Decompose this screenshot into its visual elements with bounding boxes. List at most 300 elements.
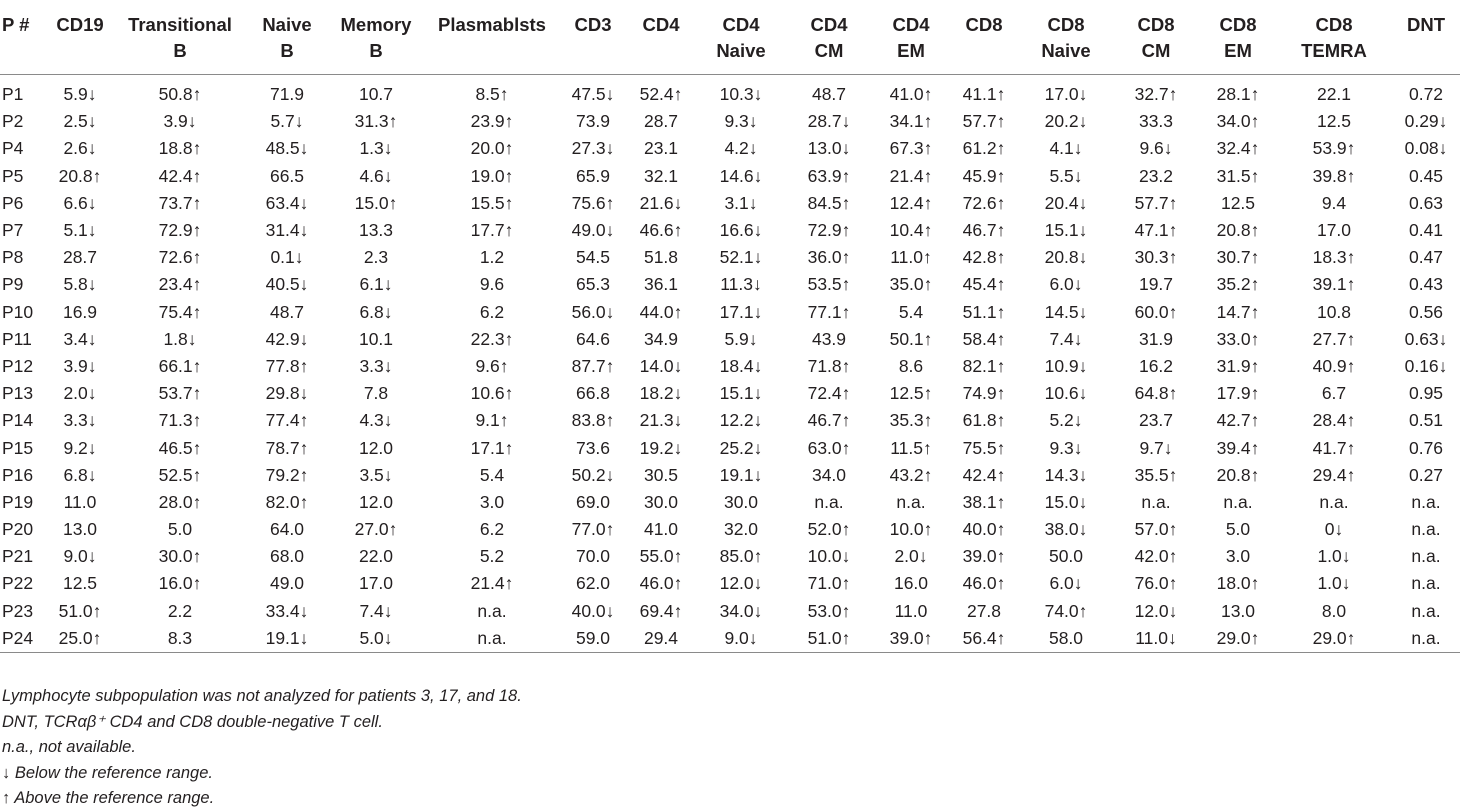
table-cell: 61.2↑ <box>962 138 1006 159</box>
table-cell: 48.5↓ <box>265 138 309 159</box>
table-cell: 23.9↑ <box>470 111 514 132</box>
table-cell: 0.47 <box>1408 247 1444 268</box>
table-cell: 18.4↓ <box>719 355 763 376</box>
table-cell: n.a. <box>1392 625 1460 653</box>
table-cell: 39.0↑ <box>962 546 1006 567</box>
column-header-line: CM <box>814 40 844 61</box>
table-body <box>0 75 1460 653</box>
table-cell: 6.2 <box>479 301 505 322</box>
table-cell: 21.6↓ <box>639 192 683 213</box>
table-cell: 68.0 <box>269 546 305 567</box>
table-cell: 2.0↓ <box>894 546 928 567</box>
table-cell: 31.5↑ <box>1216 165 1260 186</box>
table-cell: n.a. <box>1411 546 1441 567</box>
table-row <box>0 190 1460 217</box>
table-cell: 8.5↑ <box>475 84 509 105</box>
table-cell: 87.7↑ <box>571 355 615 376</box>
column-header <box>784 0 874 75</box>
table-cell: 7.4↓ <box>1049 328 1083 349</box>
table-cell: 50.8↑ <box>158 84 202 105</box>
table-cell: 12.5 <box>1220 192 1256 213</box>
table-cell: 46.7↑ <box>807 410 851 431</box>
table-cell: 35.5↑ <box>1134 464 1178 485</box>
table-cell: 53.5↑ <box>807 274 851 295</box>
table-cell: 52.4↑ <box>639 84 683 105</box>
table-cell: 32.0 <box>723 519 759 540</box>
table-cell: n.a. <box>1411 519 1441 540</box>
table-cell: 43.2↑ <box>889 464 933 485</box>
table-cell: 48.7 <box>269 301 305 322</box>
column-header-line: CD4 <box>642 14 680 35</box>
patient-id-cell: P13 <box>2 383 34 404</box>
table-cell: 43.9 <box>811 328 847 349</box>
table-cell: 77.4↑ <box>265 410 309 431</box>
table-cell: 15.1↓ <box>1044 220 1088 241</box>
column-header-line: Naive <box>716 40 766 61</box>
table-cell: 1.0↓ <box>1317 546 1351 567</box>
table-cell: 9.6↑ <box>475 355 509 376</box>
table-cell: 67.3↑ <box>889 138 933 159</box>
table-cell: 9.7↓ <box>1139 437 1173 458</box>
table-cell: 59.0 <box>562 625 624 653</box>
table-cell: 65.3 <box>575 274 611 295</box>
table-cell: 52.1↓ <box>719 247 763 268</box>
table-cell: 10.0↓ <box>807 546 851 567</box>
table-cell: 35.2↑ <box>1216 274 1260 295</box>
table-cell: 70.0 <box>575 546 611 567</box>
table-cell: 9.0↓ <box>698 625 784 653</box>
table-cell: 42.9↓ <box>265 328 309 349</box>
column-header-line: P # <box>2 14 30 35</box>
table-cell: 18.3↑ <box>1312 247 1356 268</box>
column-header <box>244 0 330 75</box>
table-cell: 33.3 <box>1138 111 1174 132</box>
table-cell: 6.0↓ <box>1049 274 1083 295</box>
table-cell: 19.0↑ <box>470 165 514 186</box>
footnote: Lymphocyte subpopulation was not analyzed for patients 3, 17, and 18. <box>2 687 522 705</box>
table-cell: 0.29↓ <box>1404 111 1448 132</box>
table-cell: 9.1↑ <box>475 410 509 431</box>
table-cell: 12.5↑ <box>889 383 933 404</box>
table-cell: 47.1↑ <box>1134 220 1178 241</box>
table-row <box>0 244 1460 271</box>
table-cell: 11.5↑ <box>890 437 932 458</box>
table-cell: 30.3↑ <box>1134 247 1178 268</box>
table-cell: 34.9 <box>643 328 679 349</box>
table-cell: 31.3↑ <box>354 111 398 132</box>
footnote: n.a., not available. <box>2 738 136 757</box>
table-cell: 13.0 <box>62 519 98 540</box>
table-row <box>0 163 1460 190</box>
table-cell: 50.2↓ <box>571 464 615 485</box>
table-cell: 16.0 <box>893 573 929 594</box>
table-cell: 52.0↑ <box>807 519 851 540</box>
table-cell: 30.0 <box>643 491 679 512</box>
table-cell: 0↓ <box>1324 519 1344 540</box>
table-cell: 16.2 <box>1138 355 1174 376</box>
table-cell: 13.0 <box>1220 600 1256 621</box>
table-cell: 45.4↑ <box>962 274 1006 295</box>
table-cell: 0.27 <box>1408 464 1444 485</box>
table-cell: 29.8↓ <box>265 383 309 404</box>
table-cell: 5.5↓ <box>1049 165 1083 186</box>
table-cell: 42.8↑ <box>962 247 1006 268</box>
table-row <box>0 75 1460 109</box>
column-header <box>1112 0 1200 75</box>
table-cell: 42.4↑ <box>158 165 202 186</box>
table-cell: 0.72 <box>1408 84 1444 105</box>
table-cell: 5.2↓ <box>1049 410 1083 431</box>
column-header <box>0 0 44 75</box>
table-cell: 64.0 <box>269 519 305 540</box>
table-cell: 30.0 <box>723 491 759 512</box>
column-header <box>330 0 422 75</box>
table-cell: 7.4↓ <box>359 600 393 621</box>
column-header-line: CD8 <box>1137 14 1175 35</box>
column-header <box>1392 0 1460 75</box>
table-cell: 11.0↑ <box>890 247 932 268</box>
table-cell: n.a. <box>422 625 562 653</box>
table-cell: 14.5↓ <box>1044 301 1088 322</box>
table-cell: 34.0↓ <box>719 600 763 621</box>
table-cell: 19.1↓ <box>719 464 763 485</box>
table-cell: 20.8↑ <box>58 165 102 186</box>
table-cell: 27.3↓ <box>571 138 615 159</box>
column-header-line: CD3 <box>574 14 612 35</box>
table-cell: 56.4↑ <box>948 625 1020 653</box>
patient-id-cell: P23 <box>2 600 34 621</box>
table-cell: 82.1↑ <box>962 355 1006 376</box>
table-cell: 21.3↓ <box>639 410 683 431</box>
table-row <box>0 380 1460 407</box>
table-cell: 10.6↑ <box>470 383 514 404</box>
table-cell: 0.63 <box>1408 192 1444 213</box>
table-cell: 84.5↑ <box>807 192 851 213</box>
table-cell: 8.6 <box>898 355 924 376</box>
table-cell: 4.3↓ <box>359 410 393 431</box>
table-cell: 16.6↓ <box>719 220 763 241</box>
table-cell: 23.7 <box>1138 410 1174 431</box>
table-cell: 33.0↑ <box>1216 328 1260 349</box>
footnote: ↑ Above the reference range. <box>2 789 215 808</box>
table-cell: 15.0↓ <box>1044 491 1088 512</box>
column-header-line: CD4 <box>810 14 848 35</box>
table-cell: 4.6↓ <box>359 165 393 186</box>
table-cell: 17.0 <box>1316 220 1352 241</box>
table-cell: 9.3↓ <box>1049 437 1083 458</box>
table-cell: n.a. <box>1411 600 1441 621</box>
table-cell: 66.8 <box>575 383 611 404</box>
table-cell: 49.0↓ <box>571 220 615 241</box>
table-row <box>0 543 1460 570</box>
table-cell: 76.0↑ <box>1134 573 1178 594</box>
table-cell: n.a. <box>814 491 844 512</box>
table-cell: 17.0 <box>358 573 394 594</box>
table-cell: 17.9↑ <box>1216 383 1260 404</box>
table-cell: 10.6↓ <box>1044 383 1088 404</box>
table-cell: 50.1↑ <box>889 328 933 349</box>
patient-id-cell: P16 <box>2 464 34 485</box>
table-cell: 18.2↓ <box>639 383 683 404</box>
table-cell: 5.7↓ <box>270 111 304 132</box>
table-cell: 3.9↓ <box>63 355 97 376</box>
table-cell: 7.8 <box>363 383 389 404</box>
table-cell: 71.3↑ <box>158 410 202 431</box>
table-cell: 20.8↑ <box>1216 220 1260 241</box>
table-cell: 32.1 <box>643 165 679 186</box>
table-cell: 78.7↑ <box>265 437 309 458</box>
table-cell: 10.8 <box>1316 301 1352 322</box>
patient-id-cell: P19 <box>2 491 34 512</box>
table-cell: 0.1↓ <box>270 247 304 268</box>
table-cell: 0.95 <box>1408 383 1444 404</box>
table-cell: 2.2 <box>167 600 193 621</box>
table-cell: 34.1↑ <box>889 111 933 132</box>
table-cell: 25.2↓ <box>719 437 763 458</box>
table-cell: 0.76 <box>1408 437 1444 458</box>
table-cell: 39.4↑ <box>1216 437 1260 458</box>
table-cell: 17.1↑ <box>470 437 514 458</box>
table-cell: 2.5↓ <box>63 111 97 132</box>
table-row <box>0 135 1460 162</box>
table-cell: 77.0↑ <box>571 519 615 540</box>
table-cell: 57.0↑ <box>1134 519 1178 540</box>
footnote: DNT, TCRαβ⁺ CD4 and CD8 double-negative T cell. <box>2 712 383 731</box>
column-header <box>874 0 948 75</box>
table-cell: 12.0 <box>358 437 394 458</box>
table-cell: 36.1 <box>643 274 679 295</box>
table-cell: 13.0↓ <box>807 138 851 159</box>
table-cell: 2.6↓ <box>63 138 97 159</box>
table-cell: 38.1↑ <box>962 491 1006 512</box>
patient-id-cell: P12 <box>2 355 34 376</box>
table-cell: 45.9↑ <box>962 165 1006 186</box>
table-cell: 10.4↑ <box>889 220 933 241</box>
table-cell: 3.0 <box>1225 546 1251 567</box>
table-cell: 0.16↓ <box>1404 355 1448 376</box>
table-cell: 63.9↑ <box>807 165 851 186</box>
column-header <box>1200 0 1276 75</box>
table-cell: 8.0 <box>1321 600 1347 621</box>
table-cell: 72.6↑ <box>962 192 1006 213</box>
table-cell: 85.0↑ <box>719 546 763 567</box>
table-cell: 49.0 <box>269 573 305 594</box>
table-cell: 62.0 <box>575 573 611 594</box>
table-cell: 10.9↓ <box>1044 355 1088 376</box>
table-cell: 75.4↑ <box>158 301 202 322</box>
table-cell: 17.0↓ <box>1044 84 1088 105</box>
table-cell: 32.7↑ <box>1134 84 1178 105</box>
patient-id-cell: P24 <box>0 625 44 653</box>
table-cell: 18.8↑ <box>158 138 202 159</box>
table-cell: 5.9↓ <box>724 328 758 349</box>
table-cell: 23.1 <box>643 138 679 159</box>
table-cell: 35.3↑ <box>889 410 933 431</box>
column-header <box>948 0 1020 75</box>
table-cell: 28.7 <box>62 247 98 268</box>
column-header-line: CD4 <box>892 14 930 35</box>
table-cell: 64.8↑ <box>1134 383 1178 404</box>
patient-id-cell: P11 <box>2 328 32 349</box>
column-header <box>116 0 244 75</box>
patient-id-cell: P9 <box>2 274 24 295</box>
table-row <box>0 598 1460 625</box>
table-cell: 9.6↓ <box>1139 138 1173 159</box>
table-cell: 41.0 <box>643 519 679 540</box>
table-footnotes <box>2 684 522 812</box>
patient-id-cell: P6 <box>2 192 24 213</box>
table-row <box>0 271 1460 298</box>
table-cell: 72.4↑ <box>807 383 851 404</box>
table-cell: n.a. <box>477 600 507 621</box>
table-cell: 9.4 <box>1321 192 1347 213</box>
table-cell: 29.0↑ <box>1276 625 1392 653</box>
table-cell: 14.3↓ <box>1044 464 1088 485</box>
table-cell: 51.0↑ <box>58 600 102 621</box>
table-cell: 31.9 <box>1138 328 1174 349</box>
table-cell: 36.0↑ <box>807 247 851 268</box>
table-cell: 11.3↓ <box>720 274 762 295</box>
table-cell: 66.5 <box>269 165 305 186</box>
column-header <box>562 0 624 75</box>
table-cell: 3.3↓ <box>63 410 97 431</box>
table-cell: 5.2 <box>479 546 505 567</box>
table-cell: 12.0↓ <box>1134 600 1178 621</box>
table-cell: 17.1↓ <box>719 301 763 322</box>
table-cell: 6.7 <box>1321 383 1347 404</box>
table-cell: 0.63↓ <box>1404 328 1448 349</box>
table-cell: 72.9↑ <box>807 220 851 241</box>
patient-id-cell: P10 <box>2 301 34 322</box>
table-row <box>0 434 1460 461</box>
table-cell: 5.0↓ <box>330 625 422 653</box>
table-cell: 22.1 <box>1316 84 1352 105</box>
table-cell: 4.2↓ <box>724 138 758 159</box>
table-cell: 28.1↑ <box>1216 84 1260 105</box>
table-cell: 40.0↓ <box>571 600 615 621</box>
table-cell: 53.7↑ <box>158 383 202 404</box>
table-cell: 5.9↓ <box>63 84 97 105</box>
table-cell: 50.0 <box>1048 546 1084 567</box>
table-cell: 79.2↑ <box>265 464 309 485</box>
table-cell: 1.2 <box>479 247 505 268</box>
table-cell: 6.0↓ <box>1049 573 1083 594</box>
table-cell: 1.8↓ <box>163 328 197 349</box>
footnote: ↓ Below the reference range. <box>2 763 213 782</box>
table-cell: 6.8↓ <box>359 301 393 322</box>
column-header-line: Memory <box>340 14 412 35</box>
patient-id-cell: P21 <box>2 546 34 567</box>
table-cell: 14.6↓ <box>719 165 763 186</box>
table-cell: 28.7↓ <box>807 111 851 132</box>
column-header <box>1276 0 1392 75</box>
table-cell: 57.7↑ <box>962 111 1006 132</box>
table-cell: 0.56 <box>1408 301 1444 322</box>
table-cell: 0.51 <box>1408 410 1444 431</box>
table-row <box>0 353 1460 380</box>
column-header-line: CD8 <box>1315 14 1353 35</box>
table-cell: 17.7↑ <box>470 220 514 241</box>
table-cell: 16.0↑ <box>158 573 202 594</box>
table-cell: 3.3↓ <box>359 355 393 376</box>
table-cell: 42.4↑ <box>962 464 1006 485</box>
column-header-line: Naive <box>1041 40 1091 61</box>
header-row <box>0 0 1460 75</box>
table-cell: 15.1↓ <box>719 383 763 404</box>
column-header-line: EM <box>897 40 925 61</box>
table-cell: 18.0↑ <box>1216 573 1260 594</box>
table-cell: 72.9↑ <box>158 220 202 241</box>
table-cell: 64.6 <box>575 328 611 349</box>
column-header-line: B <box>280 40 294 61</box>
table-cell: 53.9↑ <box>1312 138 1356 159</box>
table-cell: 6.8↓ <box>63 464 97 485</box>
table-cell: 3.1↓ <box>724 192 758 213</box>
table-cell: 60.0↑ <box>1134 301 1178 322</box>
table-cell: 44.0↑ <box>639 301 683 322</box>
table-cell: 52.5↑ <box>158 464 202 485</box>
table-cell: 47.5↓ <box>571 84 615 105</box>
table-cell: 10.7 <box>358 84 394 105</box>
column-header-line: CM <box>1141 40 1171 61</box>
table-cell: 12.0 <box>358 491 394 512</box>
table-cell: 46.6↑ <box>639 220 683 241</box>
table-cell: 10.0↑ <box>889 519 933 540</box>
table-cell: 29.4 <box>624 625 698 653</box>
table-cell: 3.4↓ <box>63 328 97 349</box>
table-cell: 9.0↓ <box>63 546 97 567</box>
table-cell: 6.1↓ <box>359 274 393 295</box>
table-cell: 22.0 <box>358 546 394 567</box>
table-cell: 3.9↓ <box>163 111 197 132</box>
table-cell: 73.9 <box>575 111 611 132</box>
table-cell: 74.9↑ <box>962 383 1006 404</box>
column-header-line: B <box>173 40 187 61</box>
table-cell: 25.0↑ <box>44 625 116 653</box>
table-cell: 6.6↓ <box>63 192 97 213</box>
table-cell: 1.0↓ <box>1317 573 1351 594</box>
table-cell: 34.0 <box>811 464 847 485</box>
table-cell: 46.5↑ <box>158 437 202 458</box>
patient-id-cell: P5 <box>2 165 24 186</box>
table-cell: 5.4 <box>479 464 505 485</box>
table-cell: 14.7↑ <box>1216 301 1260 322</box>
table-cell: 1.3↓ <box>359 138 393 159</box>
table-cell: 40.0↑ <box>962 519 1006 540</box>
table-cell: 30.7↑ <box>1216 247 1260 268</box>
table-cell: 20.0↑ <box>470 138 514 159</box>
patient-id-cell: P20 <box>2 519 34 540</box>
column-header-line: B <box>369 40 383 61</box>
table-cell: 42.7↑ <box>1216 410 1260 431</box>
table-cell: 46.7↑ <box>962 220 1006 241</box>
table-cell: 29.0↑ <box>1200 625 1276 653</box>
column-header-line: CD8 <box>1047 14 1085 35</box>
table-cell: 51.1↑ <box>962 301 1006 322</box>
table-cell: 23.2 <box>1138 165 1174 186</box>
column-header-line: Plasmablsts <box>438 14 546 35</box>
table-cell: 27.7↑ <box>1312 328 1356 349</box>
table-cell: 46.0↑ <box>962 573 1006 594</box>
table-row <box>0 108 1460 135</box>
column-header-line: Naive <box>262 14 312 35</box>
table-cell: 35.0↑ <box>889 274 933 295</box>
table-cell: 6.2 <box>479 519 505 540</box>
table-cell: 21.4↑ <box>889 165 933 186</box>
table-cell: 9.2↓ <box>63 437 97 458</box>
table-cell: 32.4↑ <box>1216 138 1260 159</box>
table-cell: 10.3↓ <box>719 84 763 105</box>
